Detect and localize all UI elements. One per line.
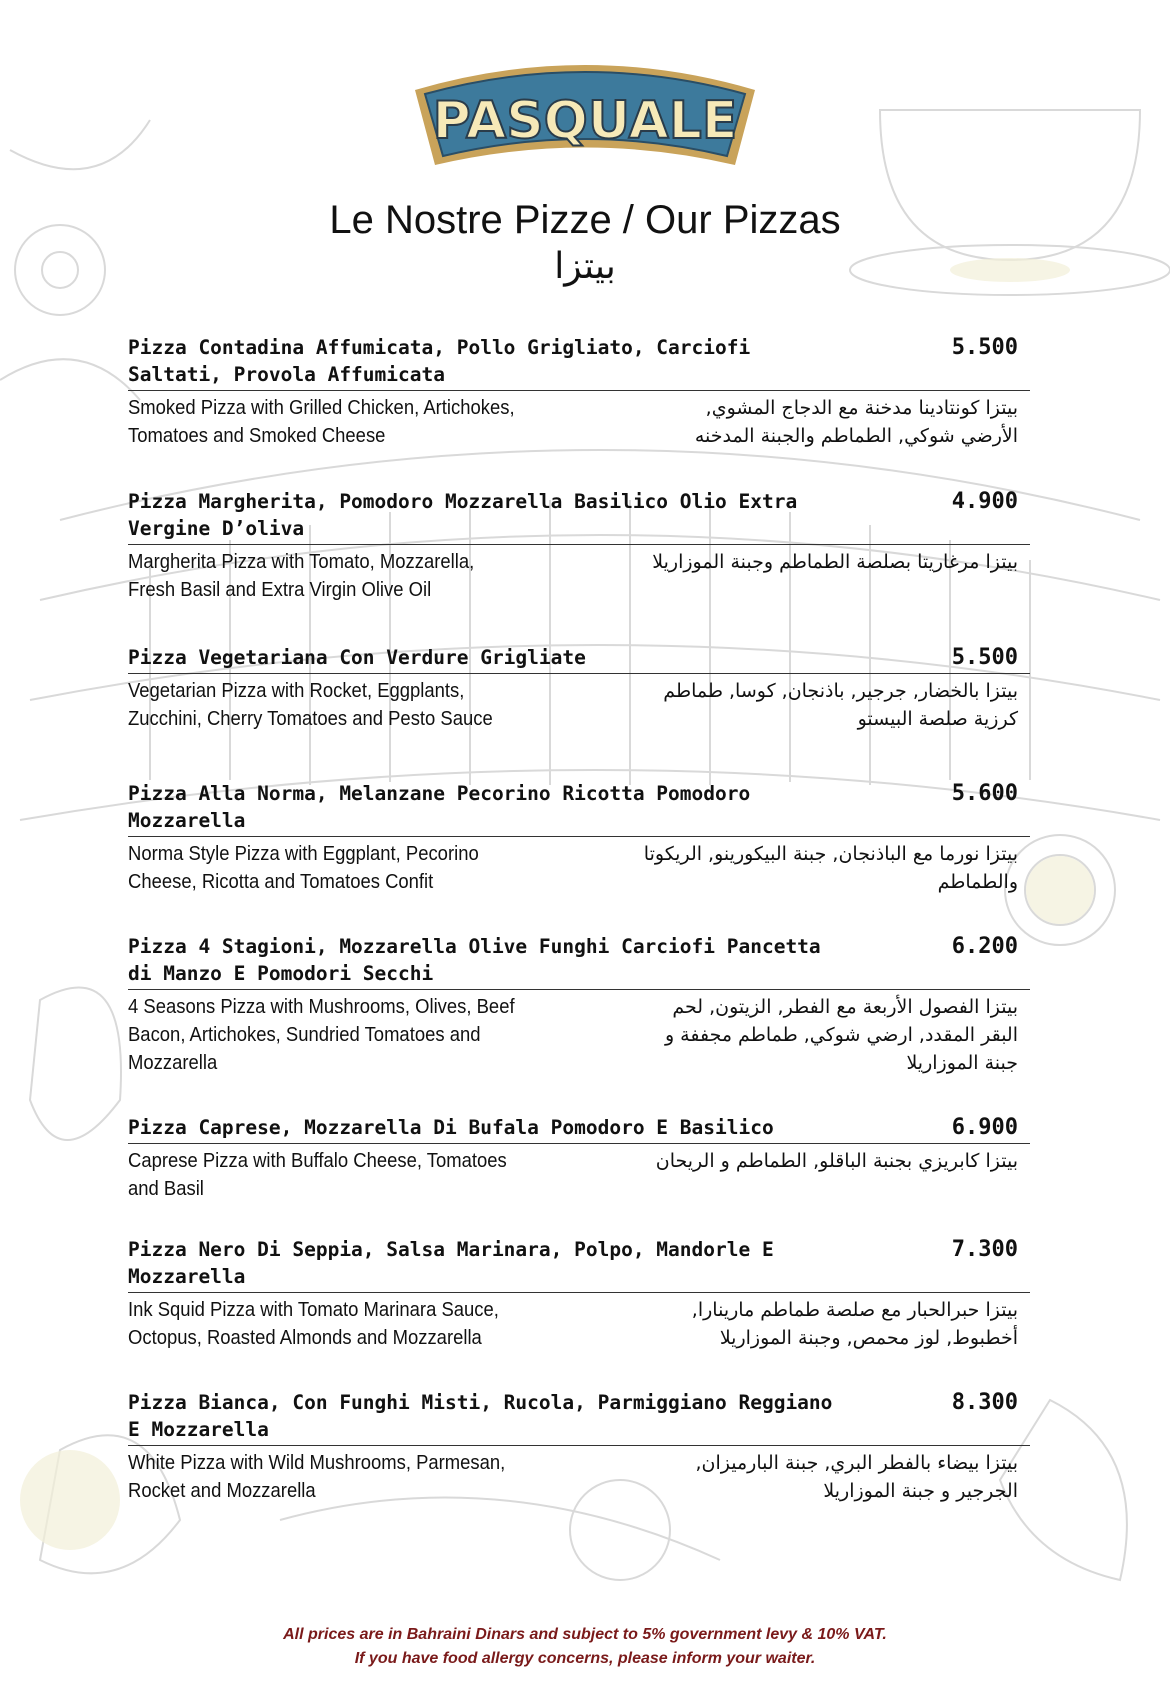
menu-item [128,1236,1030,1373]
page-title: Le Nostre Pizze / Our Pizzas [329,198,841,242]
menu-item [128,488,1030,625]
footer-note [0,1623,1170,1671]
item-price: 7.300 [951,1237,1018,1262]
item-name: Pizza Contadina Affumicata, Pollo Grigliato, Carciofi Saltati, Provola Affumicata [128,336,751,386]
item-price: 6.900 [951,1115,1018,1140]
item-name: Pizza Margherita, Pomodoro Mozzarella Basilico Olio Extra Vergine D’oliva [128,490,798,540]
item-description-en: Norma Style Pizza with Eggplant, Pecorino Cheese, Ricotta and Tomatoes Confit [128,842,479,893]
item-description-ar: بيتزا حبرالحبار مع صلصة طماطم مارينارا, أخطبوط, لوز محمص, وجبنة الموزاريلا [691,1299,1018,1349]
item-description-ar: بيتزا مرغاريتا بصلصة الطماطم وجبنة الموزاريلا [652,551,1018,573]
item-price: 6.200 [951,934,1018,959]
item-name: Pizza Alla Norma, Melanzane Pecorino Ricotta Pomodoro Mozzarella [128,782,751,832]
menu-item [128,780,1030,917]
item-description-en: Smoked Pizza with Grilled Chicken, Artichokes, Tomatoes and Smoked Cheese [128,396,515,447]
item-name: Pizza Bianca, Con Funghi Misti, Rucola, Parmiggiano Reggiano E Mozzarella [128,1391,833,1441]
item-price: 5.600 [951,781,1018,806]
item-price: 4.900 [951,489,1018,514]
item-description-en: Margherita Pizza with Tomato, Mozzarella, Fresh Basil and Extra Virgin Olive Oil [128,550,475,601]
item-description-ar: بيتزا بالخضار, جرجير, باذنجان, كوسا, طماطم كرزية صلصة البيستو [663,680,1018,730]
page-title-arabic: بيتزا [554,246,616,287]
item-description-ar: بيتزا بيضاء بالفطر البري, جبنة البارميزان, الجرجير و جبنة الموزاريلا [695,1452,1018,1502]
item-description-ar: بيتزا كابريزي بجنبة الباقلو, الطماطم و الريحان [655,1150,1018,1172]
item-name: Pizza Caprese, Mozzarella Di Bufala Pomodoro E Basilico [128,1116,774,1139]
item-description-en: Vegetarian Pizza with Rocket, Eggplants, Zucchini, Cherry Tomatoes and Pesto Sauce [128,679,493,730]
logo-text: PASQUALE [432,91,738,151]
item-description-en: 4 Seasons Pizza with Mushrooms, Olives, Beef Bacon, Artichokes, Sundried Tomatoes and Mozzarella [128,995,515,1074]
item-description-ar: بيتزا كونتادينا مدخنة مع الدجاج المشوي, الأرضي شوكي, الطماطم والجبنة المدخنه [694,397,1018,447]
item-name: Pizza 4 Stagioni, Mozzarella Olive Funghi Carciofi Pancetta di Manzo E Pomodori Secchi [128,935,821,985]
pasquale-logo [405,50,765,185]
menu-item [128,334,1030,471]
item-price: 5.500 [951,645,1018,670]
item-description-en: White Pizza with Wild Mushrooms, Parmesan, Rocket and Mozzarella [128,1451,506,1502]
footer-line-allergy: If you have food allergy concerns, please inform your waiter. [354,1650,816,1667]
item-description-ar: بيتزا الفصول الأربعة مع الفطر, الزيتون, لحم البقر المقدد, ارضي شوكي, طماطم مجففة و جبنة الموزاريلا [664,996,1018,1074]
item-name: Pizza Vegetariana Con Verdure Grigliate [128,646,586,669]
menu-item [128,933,1030,1074]
item-name: Pizza Nero Di Seppia, Salsa Marinara, Polpo, Mandorle E Mozzarella [128,1238,774,1288]
menu-item [128,1114,1030,1224]
menu-item [128,1389,1030,1526]
item-price: 5.500 [951,335,1018,360]
item-description-en: Caprese Pizza with Buffalo Cheese, Tomatoes and Basil [128,1149,507,1200]
item-price: 8.300 [951,1390,1018,1415]
item-description-en: Ink Squid Pizza with Tomato Marinara Sauce, Octopus, Roasted Almonds and Mozzarella [128,1298,499,1349]
footer-line-prices: All prices are in Bahraini Dinars and subject to 5% government levy & 10% VAT. [283,1626,887,1643]
item-description-ar: بيتزا نورما مع الباذنجان, جبنة البيكورينو, الريكوتا والطماطم [643,843,1018,893]
menu-item [128,644,1030,754]
